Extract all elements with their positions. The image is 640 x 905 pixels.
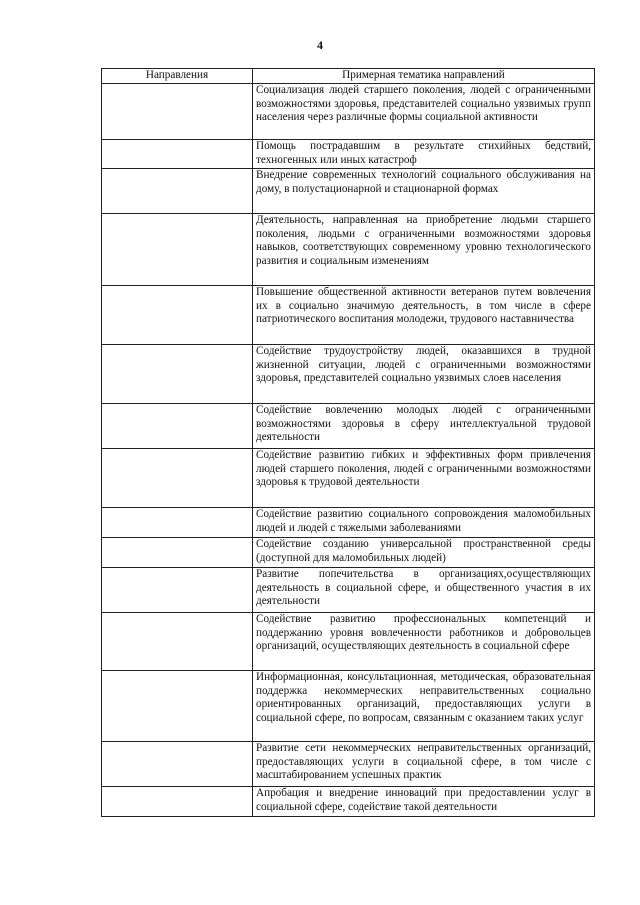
header-topics: Примерная тематика направлений [253, 69, 595, 84]
topic-cell: Внедрение современных технологий социального обслуживания на дому, в полустационарной и стационарной формах [253, 169, 595, 214]
table-row [102, 140, 595, 169]
table-header-row [102, 69, 595, 84]
table-row [102, 568, 595, 613]
topic-cell: Социализация людей старшего поколения, людей с ограниченными возможностями здоровья, представителей социально уязвимых групп населения через различные формы социальной активности [253, 84, 595, 140]
direction-cell [102, 671, 253, 742]
direction-cell [102, 449, 253, 508]
topic-cell: Содействие развитию социального сопровождения маломобильных людей и людей с тяжелыми заболеваниями [253, 508, 595, 538]
table-row [102, 404, 595, 449]
direction-cell [102, 538, 253, 568]
topic-cell: Деятельность, направленная на приобретение людьми старшего поколения, людьми с ограниченными возможностями здоровья навыков, соответствующих современному уровню технологического развития и социальным изменениям [253, 214, 595, 286]
directions-table [101, 68, 595, 817]
topic-cell: Развитие попечительства в организациях,осуществляющих деятельность в социальной сфере, и общественного участия в их деятельности [253, 568, 595, 613]
direction-cell [102, 84, 253, 140]
topic-cell: Содействие вовлечению молодых людей с ограниченными возможностями здоровья в сферу интеллектуальной трудовой деятельности [253, 404, 595, 449]
table-row [102, 538, 595, 568]
direction-cell [102, 568, 253, 613]
direction-cell [102, 169, 253, 214]
table-row [102, 508, 595, 538]
topic-cell: Содействие трудоустройству людей, оказавшихся в трудной жизненной ситуации, людей с ограниченными возможностями здоровья, представителей социально уязвимых слоев населения [253, 345, 595, 404]
table-row [102, 613, 595, 671]
table-row [102, 84, 595, 140]
table-row [102, 742, 595, 787]
table-row [102, 345, 595, 404]
page-number: 4 [317, 38, 323, 52]
header-directions: Направления [102, 69, 253, 84]
topic-cell: Содействие развитию гибких и эффективных форм привлечения людей старшего поколения, людей с ограниченными возможностями здоровья к трудовой деятельности [253, 449, 595, 508]
direction-cell [102, 140, 253, 169]
table-row [102, 449, 595, 508]
direction-cell [102, 345, 253, 404]
table-row [102, 787, 595, 817]
direction-cell [102, 508, 253, 538]
topic-cell: Развитие сети некоммерческих неправительственных организаций, предоставляющих услуги в социальной сфере, в том числе с масштабированием успешных практик [253, 742, 595, 787]
topic-cell: Информационная, консультационная, методическая, образовательная поддержка некоммерческих неправительственных социально ориентированных организаций, предоставляющих услуги в социальной сфере, по вопросам, связанным с оказанием таких услуг [253, 671, 595, 742]
direction-cell [102, 214, 253, 286]
table-row [102, 671, 595, 742]
topic-cell: Помощь пострадавшим в результате стихийных бедствий, техногенных или иных катастроф [253, 140, 595, 169]
direction-cell [102, 286, 253, 345]
direction-cell [102, 787, 253, 817]
table-row [102, 214, 595, 286]
table-row [102, 169, 595, 214]
topic-cell: Апробация и внедрение инноваций при предоставлении услуг в социальной сфере, содействие такой деятельности [253, 787, 595, 817]
direction-cell [102, 742, 253, 787]
direction-cell [102, 613, 253, 671]
topic-cell: Содействие развитию профессиональных компетенций и поддержанию уровня вовлеченности работников и добровольцев организаций, осуществляющих деятельность в социальной сфере [253, 613, 595, 671]
table-row [102, 286, 595, 345]
topic-cell: Содействие созданию универсальной пространственной среды (доступной для маломобильных людей) [253, 538, 595, 568]
topic-cell: Повышение общественной активности ветеранов путем вовлечения их в социально значимую деятельность, в том числе в сфере патриотического воспитания молодежи, трудового наставничества [253, 286, 595, 345]
direction-cell [102, 404, 253, 449]
